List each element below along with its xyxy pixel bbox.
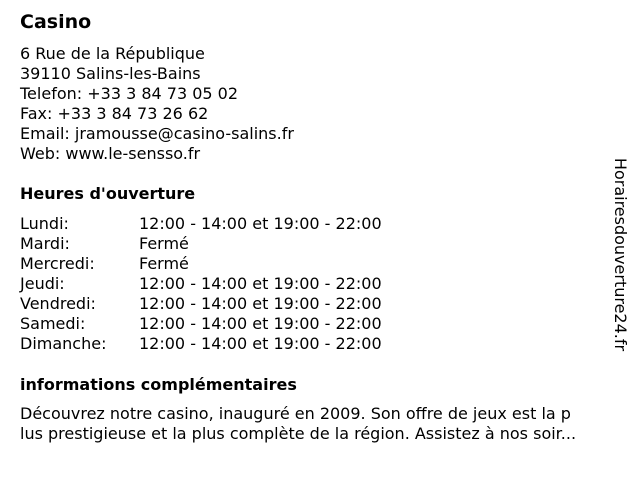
hours-day: Dimanche: xyxy=(20,334,107,353)
additional-info-text xyxy=(20,404,623,444)
hours-row-monday xyxy=(20,214,382,234)
site-watermark xyxy=(609,136,633,372)
hours-row-friday xyxy=(20,294,382,314)
hours-row-sunday xyxy=(20,334,382,354)
contact-details xyxy=(20,44,294,164)
hours-day: Vendredi: xyxy=(20,294,96,313)
additional-info-heading: informations complémentaires xyxy=(20,375,297,394)
info-text-line-2: lus prestigieuse et la plus complète de la région. Assistez à nos soir... xyxy=(20,424,577,443)
hours-day: Samedi: xyxy=(20,314,86,333)
address-line-2: 39110 Salins-les-Bains xyxy=(20,64,201,83)
venue-title: Casino xyxy=(20,11,92,33)
hours-row-tuesday xyxy=(20,234,382,254)
fax-number: Fax: +33 3 84 73 26 62 xyxy=(20,104,209,123)
hours-time: Fermé xyxy=(139,234,189,253)
hours-day: Mardi: xyxy=(20,234,70,253)
address-line-1: 6 Rue de la République xyxy=(20,44,205,63)
website: Web: www.le-sensso.fr xyxy=(20,144,201,163)
phone-number: Telefon: +33 3 84 73 05 02 xyxy=(20,84,239,103)
hours-row-saturday xyxy=(20,314,382,334)
hours-row-thursday xyxy=(20,274,382,294)
hours-time: 12:00 - 14:00 et 19:00 - 22:00 xyxy=(139,334,382,353)
opening-hours-table xyxy=(20,214,382,354)
hours-time: Fermé xyxy=(139,254,189,273)
hours-time: 12:00 - 14:00 et 19:00 - 22:00 xyxy=(139,314,382,333)
watermark-text: Horairesdouverture24.fr xyxy=(611,157,631,351)
info-text-line-1: Découvrez notre casino, inauguré en 2009. Son offre de jeux est la p xyxy=(20,404,571,423)
email-address: Email: jramousse@casino-salins.fr xyxy=(20,124,294,143)
hours-day: Jeudi: xyxy=(20,274,65,293)
hours-time: 12:00 - 14:00 et 19:00 - 22:00 xyxy=(139,214,382,233)
hours-day: Lundi: xyxy=(20,214,69,233)
hours-time: 12:00 - 14:00 et 19:00 - 22:00 xyxy=(139,274,382,293)
hours-row-wednesday xyxy=(20,254,382,274)
opening-hours-heading: Heures d'ouverture xyxy=(20,184,196,203)
hours-day: Mercredi: xyxy=(20,254,95,273)
hours-time: 12:00 - 14:00 et 19:00 - 22:00 xyxy=(139,294,382,313)
